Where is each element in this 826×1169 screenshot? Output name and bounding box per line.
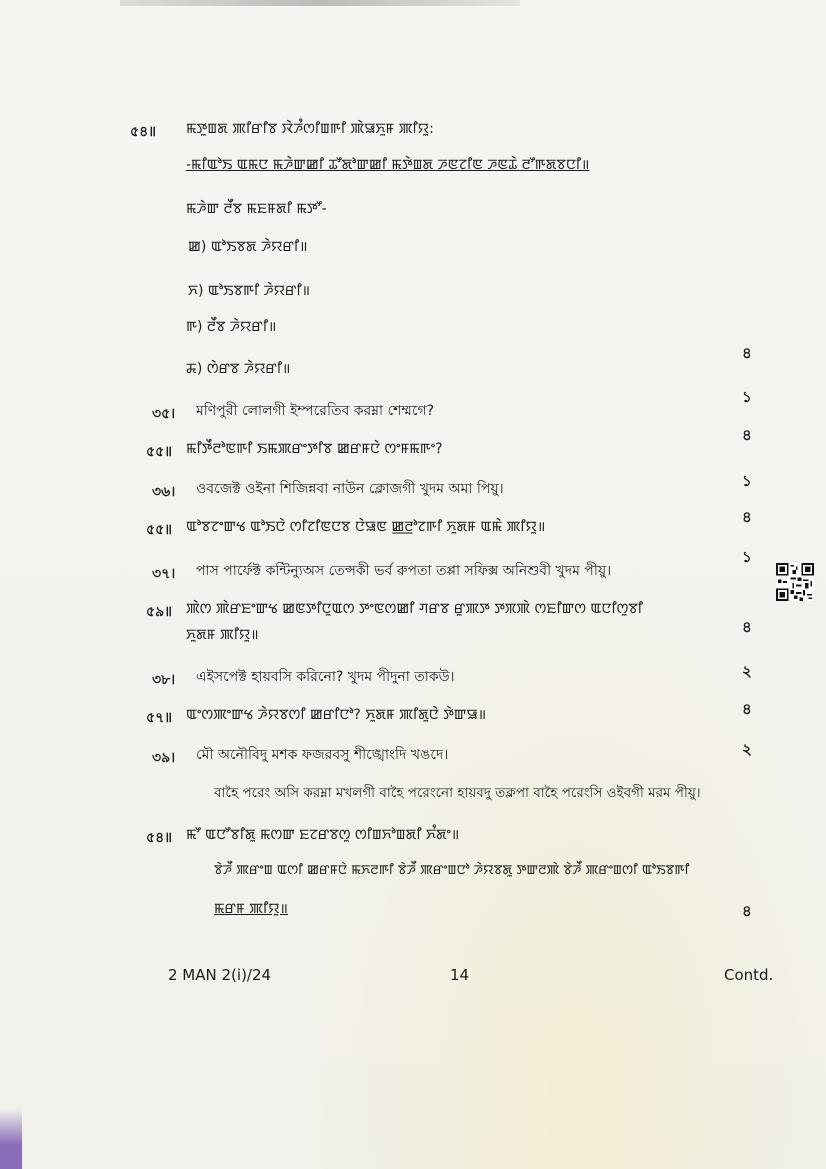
item-number-39: ৩৯। [152, 750, 176, 766]
paper-code: 2 MAN 2(i)/24 [168, 966, 272, 984]
option-b: ꯈ) ꯑꯣꯏꯕꯒꯤ ꯍꯥꯌꯔꯤ॥ [188, 283, 311, 299]
item-54b-meitei-end: ꯃꯔꯝ ꯄꯤꯌꯨ॥ [214, 901, 288, 917]
item-number-57: ৫৭॥ [146, 710, 173, 726]
qr-code-icon [776, 563, 814, 601]
mark-value: ১ [742, 472, 752, 490]
item-57-meitei: ꯑꯦꯁꯄꯦꯛꯠ ꯍꯥꯌꯕꯁꯤ ꯀꯔꯤꯅꯣ? ꯈꯨꯗꯝ ꯄꯤꯗꯨꯅꯥ ꯇꯥꯛꯎ॥ [186, 707, 487, 723]
question-54-prompt: ꯃꯇꯨꯡꯗ ꯄꯤꯔꯤꯕ ꯋꯥꯍꯪꯁꯤꯡꯒꯤ ꯄꯥꯎꯈꯨꯝ ꯄꯤꯌꯨ: [186, 121, 434, 137]
item-36-bengali: ওবজেক্ট ওইনা শিজিন্নবা নাউন ক্লোজগী খুদম অমা পিয়ু। [196, 481, 504, 497]
item-number-55: ৫৫॥ [146, 444, 173, 460]
mark-value: ৪ [742, 344, 752, 362]
mark-value: ২ [742, 740, 752, 758]
option-c: ꯒ) ꯂꯩꯕ ꯍꯥꯌꯔꯤ॥ [186, 319, 277, 335]
mark-value: ৪ [742, 426, 752, 444]
mark-value: ১ [742, 548, 752, 566]
page-number: 14 [450, 966, 470, 984]
scan-corner-shadow [0, 1109, 22, 1169]
mark-value: ১ [742, 388, 752, 406]
item-number-59: ৫৯॥ [146, 604, 173, 620]
option-a: ꯀ) ꯑꯣꯏꯕꯗ ꯍꯥꯌꯔꯤ॥ [188, 239, 308, 255]
item-38-bengali: এইসপেক্ট হায়বসি করিনো? খুদম পীদুনা তাকউ। [196, 669, 455, 685]
item-number-54b: ৫৪॥ [146, 830, 173, 846]
item-number-36: ৩৬। [152, 484, 176, 500]
item-37-bengali: পাস পার্ফেক্ট কন্টিন্যুঅস তেন্সকী ভর্ব রুপতা তপ্পা সফিক্স অনিশুবী খুদম পীয়ু। [196, 563, 612, 579]
item-59-meitei-cont: ꯈꯨꯗꯝ ꯄꯤꯌꯨ॥ [186, 627, 259, 643]
mark-value: ৪ [742, 902, 752, 920]
mark-value: ৪ [742, 508, 752, 526]
question-54-sentence: -ꯃꯤꯑꯣꯏ ꯑꯃꯅ ꯃꯍꯥꯛꯀꯤ ꯊꯧꯗꯣꯛꯀꯤ ꯃꯇꯥꯡꯗ ꯍꯟꯖꯤꯟ ꯍꯟꯊꯥ ꯂꯧꯒꯗꯕꯅꯤ॥ [186, 157, 590, 173]
item-39-bengali: মৌ অনৌবিদু মশক ফজরবসু শীঙ্খোংদি খঙদে। [196, 747, 449, 763]
item-54b-meitei-cont: ꯕꯥꯍꯩ ꯄꯔꯦꯡ ꯑꯁꯤ ꯀꯔꯝꯅꯥ ꯃꯈꯂꯒꯤ ꯕꯥꯍꯩ ꯄꯔꯦꯡꯅꯣ ꯍꯥꯌꯕꯗꯨ ꯇꯛꯂꯄꯥ ꯕꯥꯍꯩ ꯄꯔꯦꯡꯁꯤ ꯑꯣꯏꯕꯒꯤ [214, 863, 690, 878]
mark-value: ৪ [742, 700, 752, 718]
item-55-meitei: ꯃꯤꯇꯩꯂꯣꯟꯒꯤ ꯏꯃꯄꯔꯦꯇꯤꯕ ꯀꯔꯝꯅꯥ ꯁꯦꯝꯃꯒꯦ? [186, 441, 443, 457]
mark-value: ৪ [742, 618, 752, 636]
scan-top-edge [120, 0, 520, 6]
item-39-bengali-cont: বাহৈ পরেং অসি করম্না মখলগী বাহৈ পরেংনো হায়বদু তক্লপা বাহৈ পরেংসি ওইবগী মরম পীয়ু। [214, 785, 701, 801]
item-55b-meitei: ꯑꯣꯕꯖꯦꯛꯠ ꯑꯣꯏꯅꯥ ꯁꯤꯖꯤꯟꯅꯕ ꯅꯥꯎꯟ ꯀ꯭ꯂꯣꯖꯒꯤ ꯈꯨꯗꯝ ꯑꯃꯥ ꯄꯤꯌꯨ॥ [186, 519, 546, 535]
item-number-55b: ৫৫॥ [146, 522, 173, 538]
question-number-54: ৫৪॥ [130, 124, 157, 140]
item-54b-meitei: ꯃꯧ ꯑꯅꯧꯕꯤꯗꯨ ꯃꯁꯛ ꯐꯖꯔꯕꯁꯨ ꯁꯤꯡꯈꯣꯡꯗꯤ ꯈꯪꯗꯦ॥ [186, 827, 460, 843]
item-59-meitei: ꯄꯥꯁ ꯄꯥꯔꯐꯦꯛꯠ ꯀꯟꯇꯤꯅꯨꯑꯁ ꯇꯦꯟꯁꯀꯤ ꯚꯔꯕ ꯔꯨꯄꯇ ꯇꯞꯄꯥ ꯁꯐꯤꯛꯁ ꯑꯅꯤꯁꯨꯕꯤ [186, 601, 643, 617]
question-54-subprompt: ꯃꯍꯥꯛ ꯂꯩꯕ ꯃꯐꯝꯗꯤ ꯃꯇꯧ- [186, 201, 327, 217]
mark-value: ২ [742, 662, 752, 680]
continued-label: Contd. [724, 966, 774, 984]
option-d: ꯘ) ꯁꯥꯔꯕ ꯍꯥꯌꯔꯤ॥ [186, 361, 291, 377]
item-number-37: ৩৭। [152, 566, 176, 582]
item-number-35: ৩৫। [152, 406, 176, 422]
item-35-bengali: মণিপুরী লোলগী ইম্পরেতিব করম্না শেম্মগে? [196, 403, 435, 419]
item-number-38: ৩৮। [152, 672, 176, 688]
